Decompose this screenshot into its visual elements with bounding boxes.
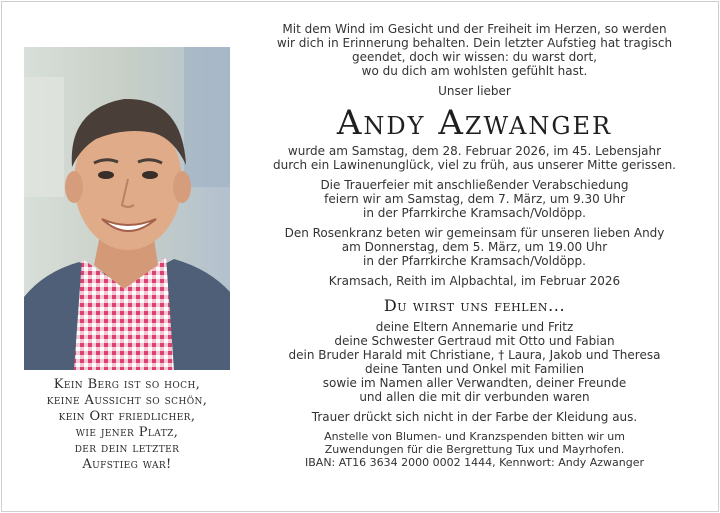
mourner-line: sowie im Namen aller Verwandten, deiner Freunde bbox=[322, 376, 627, 390]
saying-line: kein Ort friedlicher, bbox=[58, 409, 196, 424]
rosary-line: am Donnerstag, dem 5. März, um 19.00 Uhr bbox=[341, 240, 608, 254]
missing-heading: Du wirst uns fehlen... bbox=[383, 296, 566, 315]
funeral-line: Die Trauerfeier mit anschließender Verabschiedung bbox=[320, 178, 629, 192]
donation-info bbox=[252, 430, 697, 469]
notice-line: wurde am Samstag, dem 28. Februar 2026, im 45. Lebensjahr bbox=[287, 144, 662, 158]
notice-line: durch ein Lawinenunglück, viel zu früh, aus unserer Mitte gerissen. bbox=[273, 158, 676, 172]
death-notice bbox=[252, 144, 697, 172]
poem-line: Mit dem Wind im Gesicht und der Freiheit im Herzen, so werden bbox=[282, 22, 667, 36]
mourner-line: deine Tanten und Onkel mit Familien bbox=[364, 362, 585, 376]
poem-line: wir dich in Erinnerung behalten. Dein letzter Aufstieg hat tragisch bbox=[276, 36, 673, 50]
mourner-line: deine Eltern Annemarie und Fritz bbox=[375, 320, 574, 334]
poem bbox=[252, 22, 697, 78]
mourner-line: und allen die mit dir verbunden waren bbox=[359, 390, 590, 404]
right-column bbox=[252, 22, 697, 469]
donation-line: Zuwendungen für die Bergrettung Tux und Mayrhofen. bbox=[324, 443, 625, 456]
saying-line: wie jener Platz, bbox=[75, 425, 179, 440]
saying-line: der dein letzter bbox=[74, 441, 180, 456]
poem-line: geendet, doch wir wissen: du warst dort, bbox=[351, 50, 597, 64]
memorial-saying bbox=[24, 377, 230, 473]
intro-text: Unser lieber bbox=[438, 84, 511, 98]
funeral-line: in der Pfarrkirche Kramsach/Voldöpp. bbox=[363, 206, 586, 220]
donation-line: Anstelle von Blumen- und Kranzspenden bitten wir um bbox=[324, 430, 625, 443]
saying-line: keine Aussicht so schön, bbox=[46, 393, 208, 408]
deceased-name: Andy Azwanger bbox=[336, 103, 613, 143]
saying-line: Kein Berg ist so hoch, bbox=[53, 377, 201, 392]
saying-line: Aufstieg war! bbox=[82, 457, 172, 472]
mourning-note: Trauer drückt sich nicht in der Farbe der Kleidung aus. bbox=[311, 410, 638, 424]
place-date: Kramsach, Reith im Alpbachtal, im Februar 2026 bbox=[328, 274, 621, 288]
mourner-line: deine Schwester Gertraud mit Otto und Fabian bbox=[334, 334, 615, 348]
funeral-line: feiern wir am Samstag, dem 7. März, um 9.30 Uhr bbox=[324, 192, 625, 206]
rosary-info bbox=[252, 226, 697, 268]
mourners-list bbox=[252, 320, 697, 404]
donation-line: IBAN: AT16 3634 2000 0002 1444, Kennwort: Andy Azwanger bbox=[305, 456, 644, 469]
rosary-line: Den Rosenkranz beten wir gemeinsam für unseren lieben Andy bbox=[284, 226, 665, 240]
mourner-line: dein Bruder Harald mit Christiane, † Laura, Jakob und Theresa bbox=[288, 348, 661, 362]
rosary-line: in der Pfarrkirche Kramsach/Voldöpp. bbox=[363, 254, 586, 268]
portrait-photo bbox=[24, 47, 230, 370]
poem-line: wo du dich am wohlsten gefühlt hast. bbox=[361, 64, 588, 78]
funeral-info bbox=[252, 178, 697, 220]
